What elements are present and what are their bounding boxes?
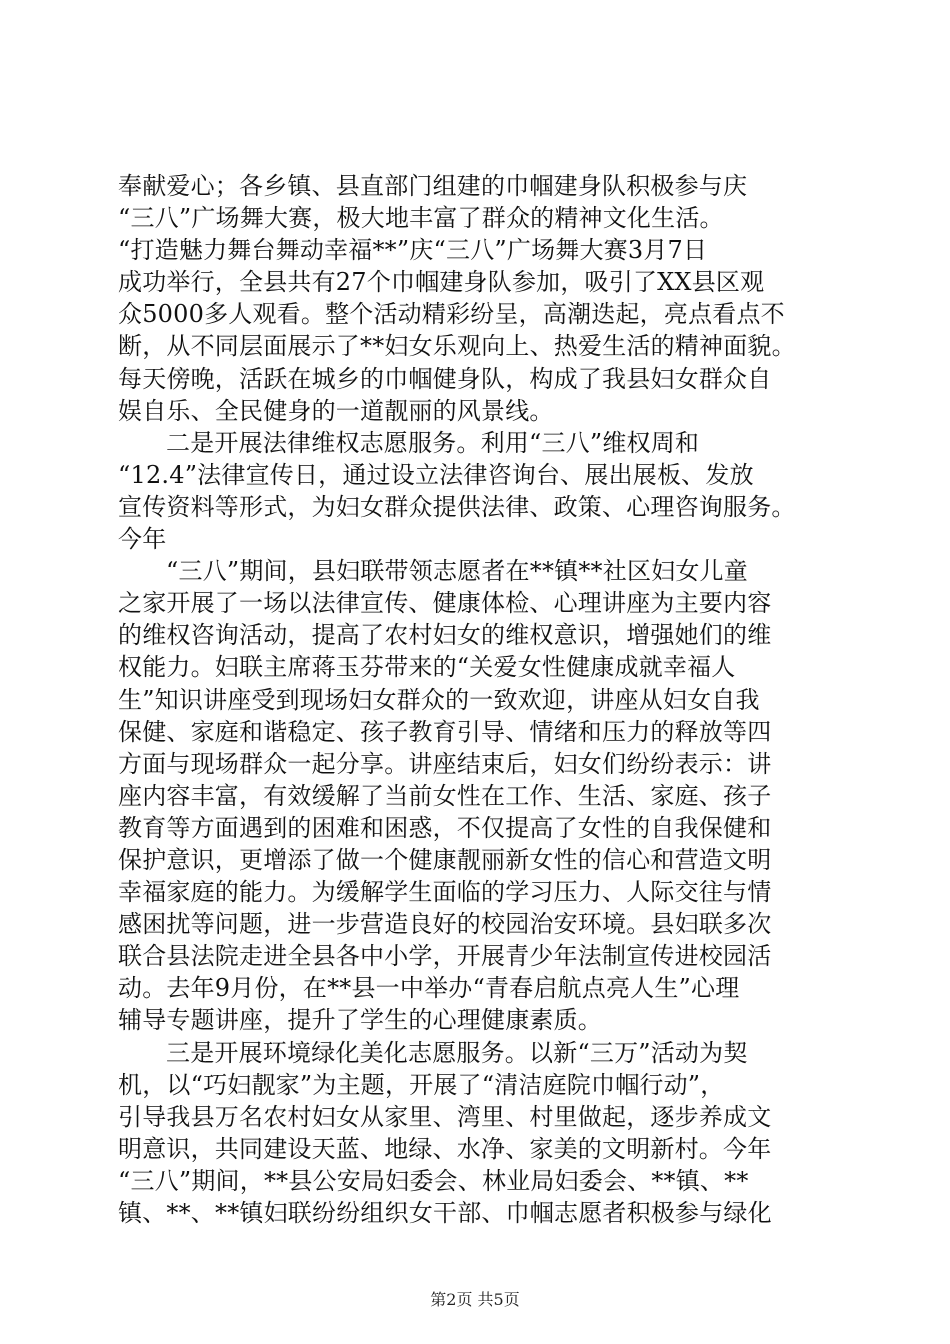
text-line: “三八”广场舞大赛，极大地丰富了群众的精神文化生活。 xyxy=(118,204,724,233)
text-line: 众5000多人观看。整个活动精彩纷呈，高潮迭起，亮点看点不 xyxy=(118,300,785,329)
text-line: 联合县法院走进全县各中小学，开展青少年法制宣传进校园活 xyxy=(118,942,772,971)
paragraph-start-line: “三八”期间，县妇联带领志愿者在**镇**社区妇女儿童 xyxy=(166,557,748,586)
text-line: 教育等方面遇到的困难和困惑，不仅提高了女性的自我保健和 xyxy=(118,813,772,842)
text-line: 方面与现场群众一起分享。讲座结束后，妇女们纷纷表示：讲 xyxy=(118,749,772,778)
text-line: 座内容丰富，有效缓解了当前女性在工作、生活、家庭、孩子 xyxy=(118,781,772,810)
page-number-footer: 第2页 共5页 xyxy=(430,1290,520,1309)
text-line: 生”知识讲座受到现场妇女群众的一致欢迎，讲座从妇女自我 xyxy=(118,685,760,714)
text-line: 权能力。妇联主席蒋玉芬带来的“关爱女性健康成就幸福人 xyxy=(118,653,736,682)
text-line: 今年 xyxy=(118,525,167,554)
text-line: 明意识，共同建设天蓝、地绿、水净、家美的文明新村。今年 xyxy=(118,1134,772,1163)
paragraph-start-line: 三是开展环境绿化美化志愿服务。以新“三万”活动为契 xyxy=(166,1038,748,1067)
document-body xyxy=(118,170,838,1229)
text-line: 每天傍晚，活跃在城乡的巾帼健身队，构成了我县妇女群众自 xyxy=(118,364,772,393)
text-line: 保健、家庭和谐稳定、孩子教育引导、情绪和压力的释放等四 xyxy=(118,717,772,746)
text-line: 宣传资料等形式，为妇女群众提供法律、政策、心理咨询服务。 xyxy=(118,492,796,521)
text-line: 机，以“巧妇靓家”为主题，开展了“清洁庭院巾帼行动”， xyxy=(118,1070,725,1099)
text-line: 感困扰等问题，进一步营造良好的校园治安环境。县妇联多次 xyxy=(118,910,772,939)
text-line: 之家开展了一场以法律宣传、健康体检、心理讲座为主要内容 xyxy=(118,589,772,618)
text-line: “打造魅力舞台舞动幸福**”庆“三八”广场舞大赛3月7日 xyxy=(118,236,708,265)
text-line: “三八”期间，**县公安局妇委会、林业局妇委会、**镇、** xyxy=(118,1166,749,1195)
text-line: 娱自乐、全民健身的一道靓丽的风景线。 xyxy=(118,396,554,425)
text-line: 的维权咨询活动，提高了农村妇女的维权意识，增强她们的维 xyxy=(118,621,772,650)
text-line: 动。去年9月份，在**县一中举办“青春启航点亮人生”心理 xyxy=(118,974,740,1003)
text-line: 成功举行，全县共有27个巾帼建身队参加，吸引了XX县区观 xyxy=(118,268,765,297)
paragraph-start-line: 二是开展法律维权志愿服务。利用“三八”维权周和 xyxy=(166,428,700,457)
text-line: 保护意识，更增添了做一个健康靓丽新女性的信心和营造文明 xyxy=(118,845,772,874)
text-line: 镇、**、**镇妇联纷纷组织女干部、巾帼志愿者积极参与绿化 xyxy=(118,1199,772,1227)
text-line: 断，从不同层面展示了**妇女乐观向上、热爱生活的精神面貌。 xyxy=(118,332,796,361)
text-line: 幸福家庭的能力。为缓解学生面临的学习压力、人际交往与情 xyxy=(118,878,772,907)
text-line: 奉献爱心；各乡镇、县直部门组建的巾帼建身队积极参与庆 xyxy=(118,172,748,200)
text-line: 辅导专题讲座，提升了学生的心理健康素质。 xyxy=(118,1006,602,1035)
text-line: 引导我县万名农村妇女从家里、湾里、村里做起，逐步养成文 xyxy=(118,1102,772,1131)
text-line: “12.4”法律宣传日，通过设立法律咨询台、展出展板、发放 xyxy=(118,460,754,489)
